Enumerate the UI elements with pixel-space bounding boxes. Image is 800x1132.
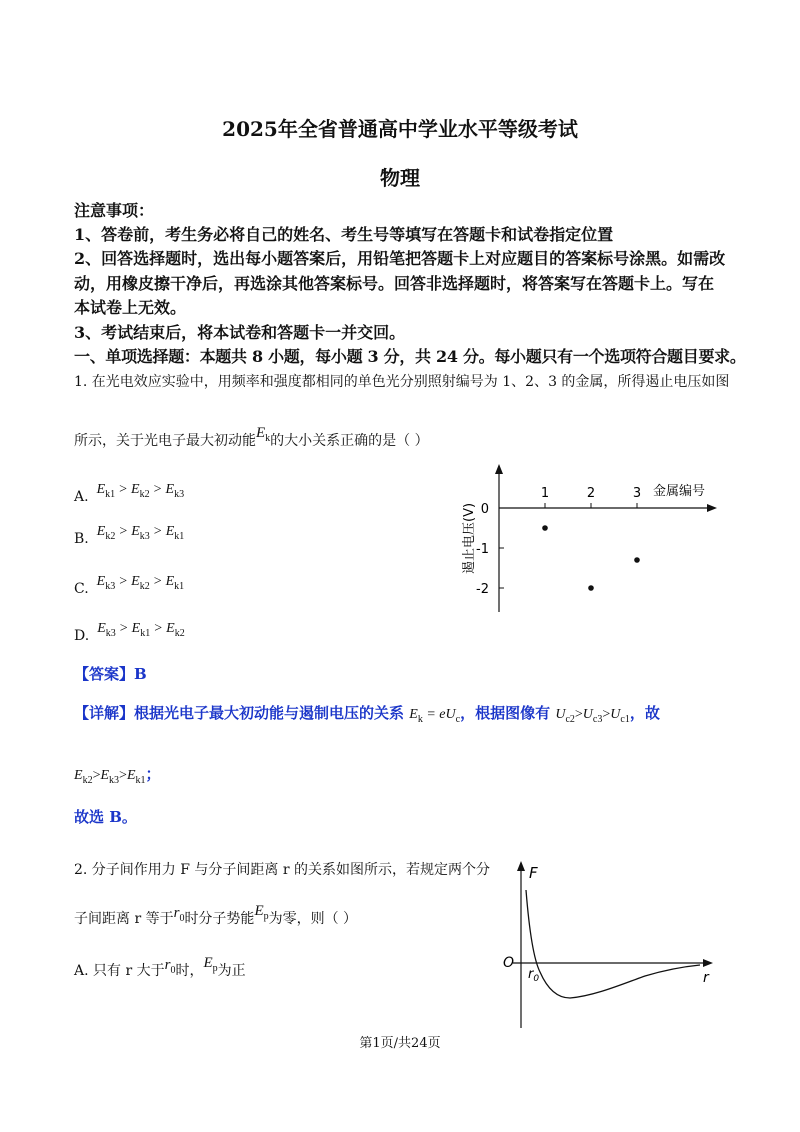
- q1-detail: [74, 702, 660, 725]
- option-label: A.: [74, 489, 89, 505]
- page-number: 第1页/共24页: [359, 1036, 441, 1051]
- x-axis-label: 金属编号: [653, 484, 706, 499]
- y-tick-label: -1: [476, 542, 489, 557]
- detail-text-2: ，根据图像有: [460, 704, 551, 722]
- exam-title: 2025年全省普通高中学业水平等级考试: [222, 117, 578, 141]
- stopping-voltage-chart: [445, 462, 725, 617]
- u-inequality: $U_{c2}>U_{c3}>U_{c1}$: [555, 707, 630, 725]
- section-1-heading: 一、单项选择题：本题共 8 小题，每小题 3 分，共 24 分。每小题只有一个选项符合题目要求。: [74, 347, 746, 366]
- q1-stem-suffix: 的大小关系正确的是（ ）: [270, 433, 429, 449]
- ep-symbol: $E_p$: [203, 955, 218, 974]
- r0-symbol: $r_0$: [173, 905, 185, 924]
- q1-option: [74, 478, 185, 505]
- y-axis-arrow-icon: [495, 464, 503, 474]
- r0-symbol: $r_0$: [164, 957, 176, 976]
- x-tick-label: 2: [586, 486, 596, 501]
- option-expression: $E_{k3} > E_{k2} > E_{k1}$: [96, 574, 185, 592]
- y-tick-label: 0: [480, 502, 489, 517]
- q1-option: [74, 617, 185, 644]
- q2-stem-line-1: 2. 分子间作用力 F 与分子间距离 r 的关系如图所示，若规定两个分: [74, 862, 491, 878]
- option-label: B.: [74, 531, 89, 547]
- q1-stem-prefix: 所示，关于光电子最大初动能: [74, 433, 256, 449]
- ek-order: $E_{k2}>E_{k3}>E_{k1}$: [74, 768, 146, 786]
- q2-option-a: A. 只有 r 大于$r_0$时，$E_p$为正: [74, 955, 246, 979]
- notice-item-1: 1、答卷前，考生务必将自己的姓名、考生号等填写在答题卡和试卷指定位置: [74, 225, 614, 244]
- detail-text: 根据光电子最大初动能与遏制电压的关系: [134, 704, 405, 722]
- y-axis-label: 遏止电压(V): [462, 502, 477, 574]
- notice-item-2-line-3: 本试卷上无效。: [74, 298, 187, 317]
- f-label: F: [529, 864, 538, 882]
- notice-item-2-line-2: 动，用橡皮擦干净后，再选涂其他答案标号。回答非选择题时，将答案写在答题卡上。写在: [74, 274, 715, 293]
- ek-eu-formula: $E_k = eU_c$: [409, 707, 461, 725]
- ep-symbol: $E_p$: [254, 903, 269, 922]
- ek-conclusion: [74, 763, 161, 786]
- x-tick-label: 3: [632, 486, 642, 501]
- force-curve: [526, 890, 700, 998]
- r-axis-arrow-icon: [703, 959, 713, 967]
- q1-stem-line-2: [74, 425, 429, 452]
- option-label: C.: [74, 581, 89, 597]
- option-label: D.: [74, 628, 90, 644]
- x-axis-arrow-icon: [707, 504, 717, 512]
- force-distance-graph: [495, 858, 730, 1033]
- r0-label: $r_0$: [528, 967, 540, 984]
- q1-final: 故选 B。: [74, 808, 137, 826]
- notice-heading: 注意事项：: [74, 201, 155, 220]
- notice-item-3: 3、考试结束后，将本试卷和答题卡一并交回。: [74, 323, 406, 342]
- detail-label: 【详解】: [74, 704, 135, 722]
- option-expression: $E_{k3} > E_{k1} > E_{k2}$: [97, 621, 185, 639]
- data-point: [588, 585, 594, 591]
- conclusion-end: ；: [145, 765, 161, 783]
- option-expression: $E_{k1} > E_{k2} > E_{k3}$: [96, 482, 185, 500]
- q1-answer: 【答案】B: [74, 665, 147, 683]
- detail-text-3: ，故: [629, 704, 660, 722]
- q1-option: [74, 570, 185, 597]
- f-axis-arrow-icon: [517, 861, 525, 871]
- subject-title: 物理: [380, 166, 420, 190]
- y-tick-label: -2: [476, 582, 489, 597]
- q1-option: [74, 520, 185, 547]
- data-point: [542, 525, 548, 531]
- q2-stem-line-2: 子间距离 r 等于$r_0$时分子势能$E_p$为零，则（ ）: [74, 903, 358, 927]
- r-label: r: [703, 970, 709, 986]
- q1-stem-line-1: 1. 在光电效应实验中，用频率和强度都相同的单色光分别照射编号为 1、2、3 的金属，所得遏止电压如图: [74, 374, 730, 390]
- ek-symbol: $E_k$: [256, 425, 271, 444]
- origin-label: O: [503, 955, 515, 971]
- option-expression: $E_{k2} > E_{k3} > E_{k1}$: [96, 524, 185, 542]
- notice-item-2-line-1: 2、回答选择题时，选出每小题答案后，用铅笔把答题卡上对应题目的答案标号涂黑。如需改: [74, 249, 726, 268]
- data-point: [634, 557, 640, 563]
- x-tick-label: 1: [540, 486, 550, 501]
